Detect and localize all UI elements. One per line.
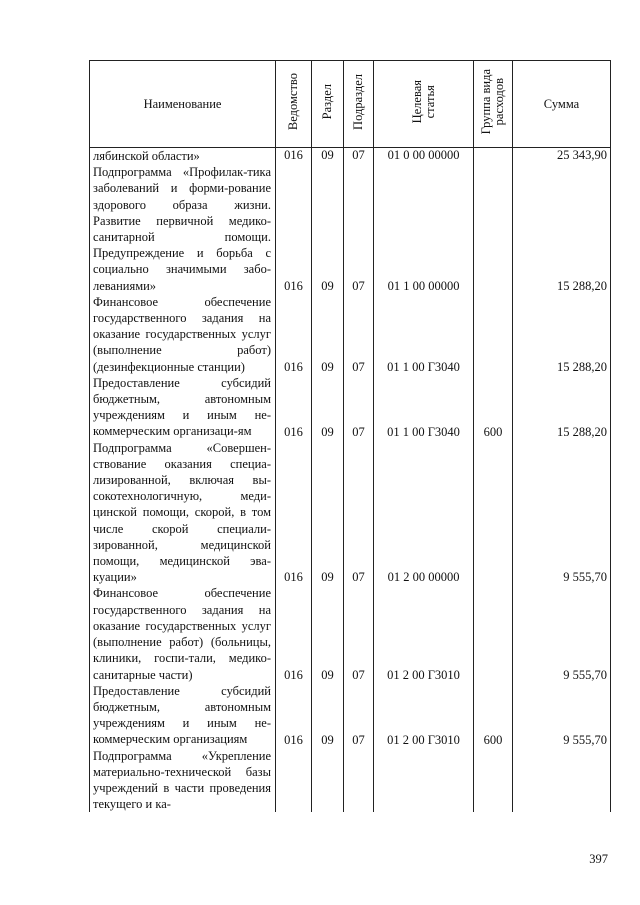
row-podrazdel: 07 — [344, 148, 374, 165]
row-podrazdel: 07 — [344, 683, 374, 748]
row-vedomstvo: 016 — [276, 683, 312, 748]
row-podrazdel: 07 — [344, 375, 374, 440]
row-celevaya: 01 1 00 Г3040 — [374, 375, 474, 440]
row-gruppa: 600 — [474, 375, 513, 440]
row-name: Подпрограмма «Профилак-тика заболеваний и форми-рование здорового образа жизни. Развитие первичной медико-санитарной помощи. Предупреждение и борьба с социально значимыми забо-леваниями» — [90, 164, 276, 294]
row-name: Подпрограмма «Совершен-ствование оказания специа-лизированной, включая вы-сокотехнологичную, меди-цинской помощи, скорой, в том числе скорой специали-зированной, медицинской помощи, медицинской эва-куации» — [90, 440, 276, 586]
row-summa: 15 288,20 — [513, 294, 611, 375]
row-summa: 15 288,20 — [513, 164, 611, 294]
header-summa: Сумма — [513, 61, 611, 148]
row-gruppa — [474, 148, 513, 165]
row-summa: 9 555,70 — [513, 683, 611, 748]
table-row — [90, 375, 611, 440]
row-name: Подпрограмма «Укрепление материально-технической базы учреждений в части проведения текущего и ка- — [90, 748, 276, 813]
row-razdel: 09 — [312, 440, 344, 586]
row-podrazdel: 07 — [344, 585, 374, 682]
page-number: 397 — [589, 852, 608, 866]
row-razdel: 09 — [312, 294, 344, 375]
row-gruppa: 600 — [474, 683, 513, 748]
row-summa: 9 555,70 — [513, 585, 611, 682]
row-razdel: 09 — [312, 375, 344, 440]
row-summa: 9 555,70 — [513, 440, 611, 586]
table-row — [90, 440, 611, 586]
header-row — [90, 61, 611, 148]
header-gruppa-vida-rashodov: Группа вида расходов — [474, 61, 513, 148]
row-name: Финансовое обеспечение государственного задания на оказание государственных услуг (выполнение работ) (больницы, клиники, госпи-тали, медико-санитарные части) — [90, 585, 276, 682]
row-razdel: 09 — [312, 683, 344, 748]
row-summa: 25 343,90 — [513, 148, 611, 165]
table-row — [90, 585, 611, 682]
row-podrazdel — [344, 748, 374, 813]
row-vedomstvo: 016 — [276, 440, 312, 586]
row-gruppa — [474, 585, 513, 682]
row-name: Предоставление субсидий бюджетным, автономным учреждениям и иным не-коммерческим организаци-ям — [90, 375, 276, 440]
row-razdel: 09 — [312, 585, 344, 682]
row-name: лябинской области» — [90, 148, 276, 165]
row-podrazdel: 07 — [344, 164, 374, 294]
row-celevaya: 01 1 00 Г3040 — [374, 294, 474, 375]
budget-table — [89, 60, 611, 812]
row-vedomstvo — [276, 748, 312, 813]
table-row — [90, 683, 611, 748]
row-vedomstvo: 016 — [276, 148, 312, 165]
row-vedomstvo: 016 — [276, 375, 312, 440]
header-podrazdel: Подраздел — [344, 61, 374, 148]
row-razdel: 09 — [312, 148, 344, 165]
row-vedomstvo: 016 — [276, 164, 312, 294]
table-row — [90, 294, 611, 375]
row-celevaya: 01 2 00 Г3010 — [374, 683, 474, 748]
row-gruppa — [474, 748, 513, 813]
row-gruppa — [474, 164, 513, 294]
row-gruppa — [474, 440, 513, 586]
row-celevaya: 01 2 00 Г3010 — [374, 585, 474, 682]
header-razdel: Раздел — [312, 61, 344, 148]
row-summa — [513, 748, 611, 813]
row-celevaya: 01 1 00 00000 — [374, 164, 474, 294]
row-name: Предоставление субсидий бюджетным, автономным учреждениям и иным не-коммерческим организациям — [90, 683, 276, 748]
row-celevaya: 01 2 00 00000 — [374, 440, 474, 586]
table-row — [90, 148, 611, 165]
row-razdel: 09 — [312, 164, 344, 294]
row-vedomstvo: 016 — [276, 294, 312, 375]
row-celevaya: 01 0 00 00000 — [374, 148, 474, 165]
header-celevaya-statya: Целевая статья — [374, 61, 474, 148]
row-podrazdel: 07 — [344, 294, 374, 375]
row-summa: 15 288,20 — [513, 375, 611, 440]
header-vedomstvo: Ведомство — [276, 61, 312, 148]
row-gruppa — [474, 294, 513, 375]
row-name: Финансовое обеспечение государственного задания на оказание государственных услуг (выполнение работ) (дезинфекционные станции) — [90, 294, 276, 375]
row-celevaya — [374, 748, 474, 813]
table-row — [90, 164, 611, 294]
table-row — [90, 748, 611, 813]
header-name: Наименование — [90, 61, 276, 148]
row-razdel — [312, 748, 344, 813]
row-vedomstvo: 016 — [276, 585, 312, 682]
row-podrazdel: 07 — [344, 440, 374, 586]
